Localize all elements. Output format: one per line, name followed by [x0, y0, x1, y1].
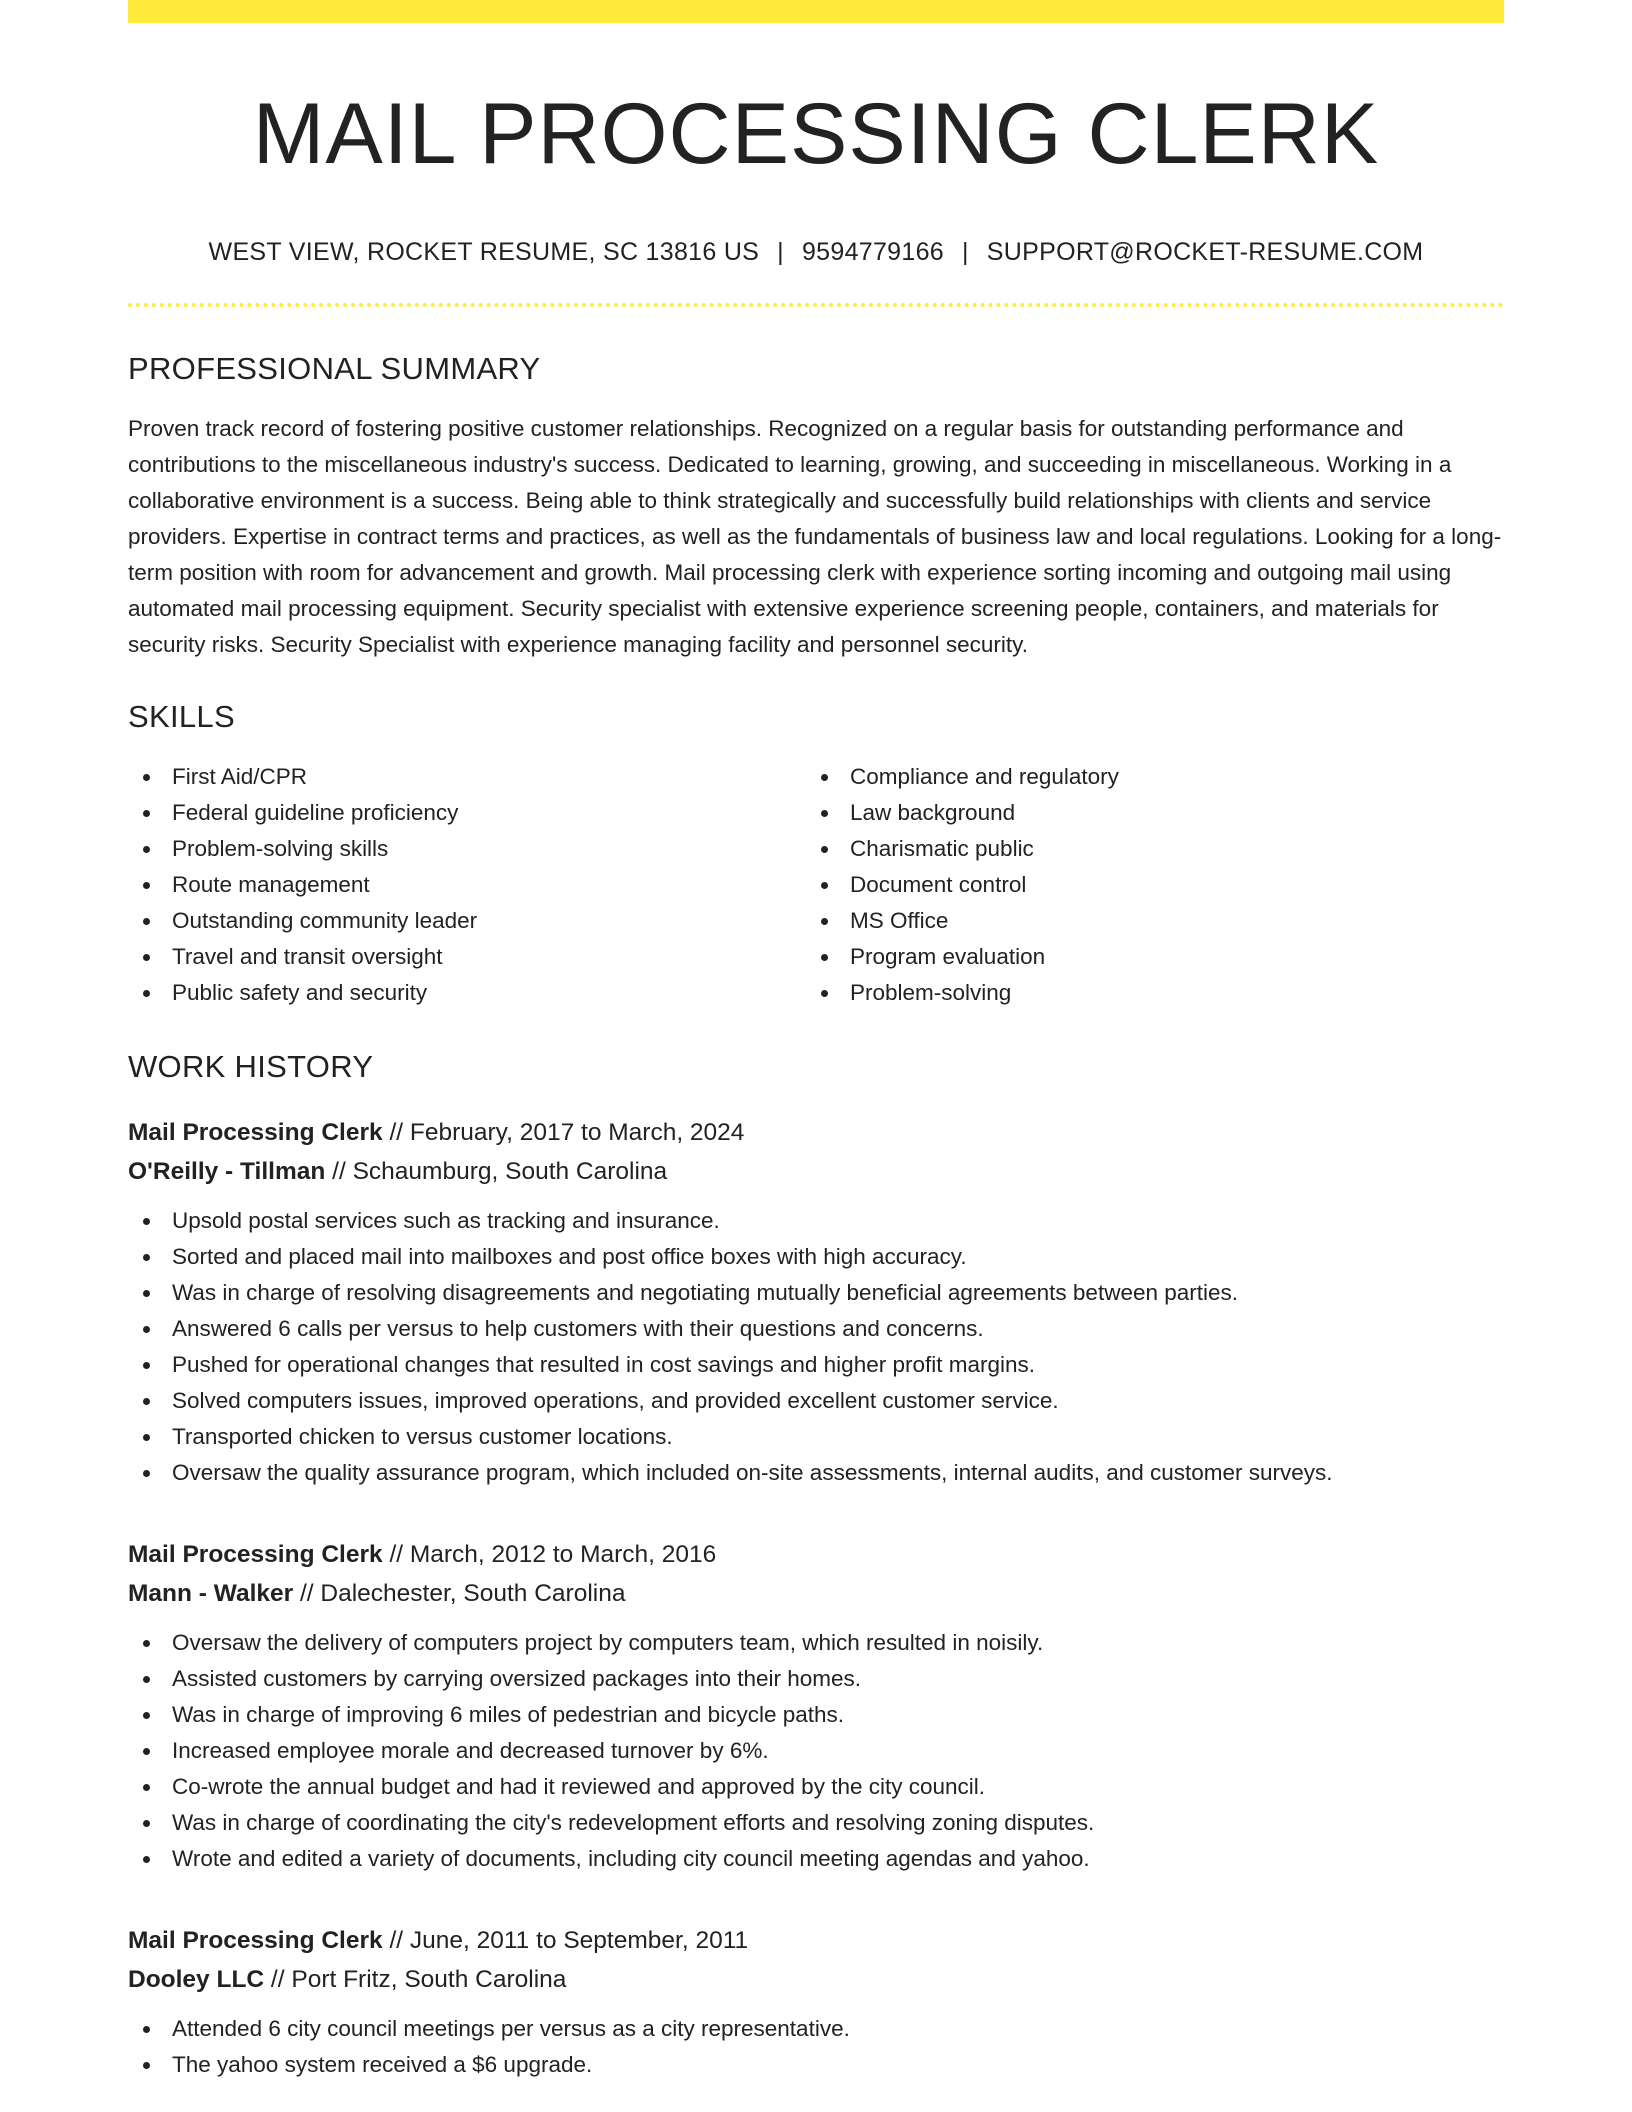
skill-item: First Aid/CPR	[128, 759, 806, 795]
job-company: O'Reilly - Tillman	[128, 1158, 326, 1186]
job-location: // Dalechester, South Carolina	[293, 1580, 626, 1608]
contact-separator: |	[777, 238, 784, 267]
job-title-line	[128, 1535, 1504, 1574]
contact-address: WEST VIEW, ROCKET RESUME, SC 13816 US	[208, 238, 760, 267]
job-bullet: Assisted customers by carrying oversized packages into their homes.	[128, 1661, 1504, 1697]
job-bullets	[128, 1625, 1504, 1877]
job-title-line	[128, 1921, 1504, 1960]
job-company: Mann - Walker	[128, 1580, 294, 1608]
job-bullet: The yahoo system received a $6 upgrade.	[128, 2047, 1504, 2083]
contact-phone: 9594779166	[801, 238, 944, 267]
resume-page	[128, 0, 1504, 2083]
skill-item: Problem-solving	[806, 975, 1484, 1011]
job-bullet: Was in charge of improving 6 miles of pedestrian and bicycle paths.	[128, 1697, 1504, 1733]
skill-item: Charismatic public	[806, 831, 1484, 867]
skills-list	[128, 759, 1504, 1011]
job-entry	[128, 1113, 1504, 1491]
job-bullet: Wrote and edited a variety of documents, including city council meeting agendas and yahoo.	[128, 1841, 1504, 1877]
job-role: Mail Processing Clerk	[128, 1927, 383, 1955]
job-bullet: Sorted and placed mail into mailboxes and post office boxes with high accuracy.	[128, 1239, 1504, 1275]
skill-item: MS Office	[806, 903, 1484, 939]
job-bullet: Transported chicken to versus customer locations.	[128, 1419, 1504, 1455]
job-title-line	[128, 1113, 1504, 1152]
job-bullet: Solved computers issues, improved operations, and provided excellent customer service.	[128, 1383, 1504, 1419]
skill-item: Route management	[128, 867, 806, 903]
job-bullet: Attended 6 city council meetings per versus as a city representative.	[128, 2011, 1504, 2047]
job-bullet: Was in charge of coordinating the city's redevelopment efforts and resolving zoning disputes.	[128, 1805, 1504, 1841]
job-company: Dooley LLC	[128, 1966, 265, 1994]
job-bullet: Co-wrote the annual budget and had it reviewed and approved by the city council.	[128, 1769, 1504, 1805]
skill-item: Law background	[806, 795, 1484, 831]
job-bullets	[128, 2011, 1504, 2083]
skill-item: Problem-solving skills	[128, 831, 806, 867]
job-dates: // March, 2012 to March, 2016	[382, 1541, 717, 1569]
skill-item: Document control	[806, 867, 1484, 903]
skill-item: Federal guideline proficiency	[128, 795, 806, 831]
summary-text: Proven track record of fostering positive customer relationships. Recognized on a regular basis for outstanding performance and contributions to the miscellaneous industry's success. Dedicated to learning, growing, and succeeding in miscellaneous. Working in a collaborative environment is a success. Being able to think strategically and successfully build relationships with clients and service providers. Expertise in contract terms and practices, as well as the fundamentals of business law and local regulations. Looking for a long-term position with room for advancement and growth. Mail processing clerk with experience sorting incoming and outgoing mail using automated mail processing equipment. Security specialist with extensive experience screening people, containers, and materials for security risks. Security Specialist with experience managing facility and personnel security.	[128, 416, 1502, 658]
skills-column-left	[128, 759, 806, 1011]
dotted-divider	[128, 303, 1504, 307]
work-history-list	[128, 1113, 1504, 2083]
job-bullet: Oversaw the delivery of computers project by computers team, which resulted in noisily.	[128, 1625, 1504, 1661]
job-company-line	[128, 1960, 1504, 1999]
job-bullet: Oversaw the quality assurance program, which included on-site assessments, internal audits, and customer surveys.	[128, 1455, 1504, 1491]
job-location: // Port Fritz, South Carolina	[264, 1966, 567, 1994]
job-location: // Schaumburg, South Carolina	[325, 1158, 668, 1186]
skill-item: Travel and transit oversight	[128, 939, 806, 975]
contact-line	[128, 238, 1504, 267]
job-company-line	[128, 1574, 1504, 1613]
accent-bar	[128, 0, 1504, 23]
job-bullet: Was in charge of resolving disagreements and negotiating mutually beneficial agreements between parties.	[128, 1275, 1504, 1311]
resume-title: MAIL PROCESSING CLERK	[252, 86, 1380, 182]
job-entry	[128, 1535, 1504, 1877]
job-role: Mail Processing Clerk	[128, 1541, 383, 1569]
job-bullets	[128, 1203, 1504, 1491]
contact-email: SUPPORT@ROCKET-RESUME.COM	[986, 238, 1424, 267]
skill-item: Outstanding community leader	[128, 903, 806, 939]
job-company-line	[128, 1152, 1504, 1191]
job-dates: // June, 2011 to September, 2011	[382, 1927, 749, 1955]
skill-item: Public safety and security	[128, 975, 806, 1011]
job-entry	[128, 1921, 1504, 2083]
work-history-heading: WORK HISTORY	[128, 1049, 374, 1085]
job-bullet: Pushed for operational changes that resulted in cost savings and higher profit margins.	[128, 1347, 1504, 1383]
skills-column-right	[806, 759, 1484, 1011]
job-bullet: Upsold postal services such as tracking and insurance.	[128, 1203, 1504, 1239]
job-bullet: Answered 6 calls per versus to help customers with their questions and concerns.	[128, 1311, 1504, 1347]
job-bullet: Increased employee morale and decreased turnover by 6%.	[128, 1733, 1504, 1769]
skill-item: Program evaluation	[806, 939, 1484, 975]
skill-item: Compliance and regulatory	[806, 759, 1484, 795]
job-dates: // February, 2017 to March, 2024	[382, 1119, 745, 1147]
contact-separator: |	[962, 238, 969, 267]
skills-heading: SKILLS	[128, 699, 235, 735]
summary-heading: PROFESSIONAL SUMMARY	[128, 351, 541, 387]
job-role: Mail Processing Clerk	[128, 1119, 383, 1147]
